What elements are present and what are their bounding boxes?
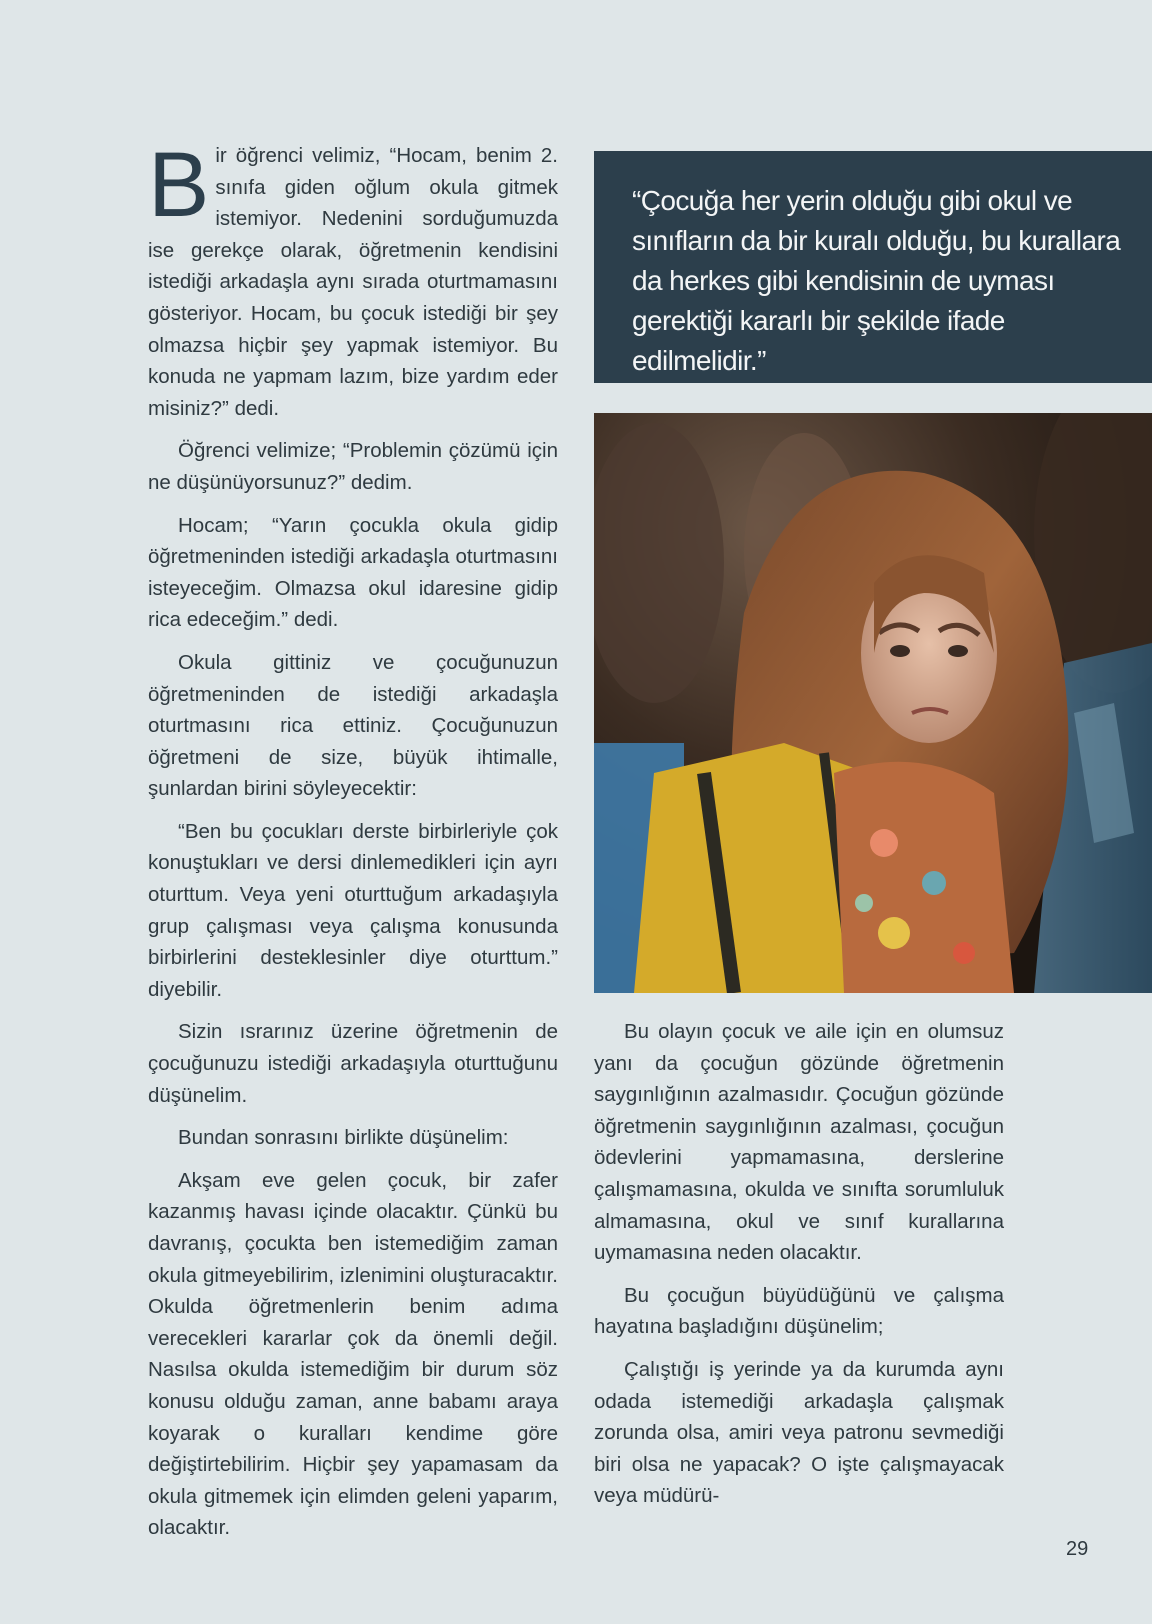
paragraph: Hocam; “Yarın çocukla okula gidip öğretmeninden istediği arkadaşla oturtmasını isteyeceğim. Olmazsa okul idaresine gidip rica edeceğim.” dedi. <box>148 513 558 632</box>
right-text-column <box>594 1016 1004 1523</box>
paragraph: Akşam eve gelen çocuk, bir zafer kazanmış havası içinde olacaktır. Çünkü bu davranış, çocukta ben istemediğim zaman okula gitmeyebilirim, izlenimini oluşturacaktır. Okulda öğretmenlerin benim adıma verecekleri kararlar çok da önemli değil. Nasılsa okulda istemediğim bir durum söz konusu olduğu zaman, anne babamı araya koyarak o kuralları kendime göre değiştirtebilirim. Hiçbir şey yapamasam da okula gitmemek için elimden geleni yaparım, olacaktır. <box>148 1168 558 1540</box>
pull-quote-text: “Çocuğa her yerin olduğu gibi okul ve sınıfların da bir kuralı olduğu, bu kurallara da herkes gibi kendisinin de uyması gerektiği kararlı bir şekilde ifade edilmelidir.” <box>632 185 1121 376</box>
page-number: 29 <box>1066 1538 1089 1560</box>
paragraph: Bu olayın çocuk ve aile için en olumsuz yanı da çocuğun gözünde öğretmenin saygınlığının azalmasıdır. Çocuğun gözünde öğretmenin saygınlığının azalması, çocuğun ödevlerini yapmamasına, derslerine çalışmamasına, okulda ve sınıfta sorumluluk almamasına, okul ve sınıf kurallarına uymamasına neden olacaktır. <box>594 1020 1004 1265</box>
photo-angry-girl-with-backpack <box>594 413 1152 993</box>
pull-quote-box <box>594 151 1152 383</box>
paragraph: “Ben bu çocukları derste birbirleriyle çok konuştukları ve dersi dinlemedikleri için ayrı oturttum. Veya yeni oturttuğum arkadaşıyla grup çalışması veya çalışma konusunda birbirlerini desteklesinler diye oturttum.” diyebilir. <box>148 819 558 1001</box>
paragraph <box>148 134 558 424</box>
paragraph: Sizin ısrarınız üzerine öğretmenin de çocuğunuzu istediği arkadaşıyla oturttuğunu düşünelim. <box>148 1020 558 1107</box>
paragraph: Bu çocuğun büyüdüğünü ve çalışma hayatına başladığını düşünelim; <box>594 1283 1004 1339</box>
paragraph: Okula gittiniz ve çocuğunuzun öğretmeninden de istediği arkadaşla oturtmasını rica ettiniz. Çocuğunuzun öğretmeni de size, büyük ihtimalle, şunlardan birini söyleyecektir: <box>148 650 558 801</box>
paragraph-text: ir öğrenci velimiz, “Hocam, benim 2. sınıfa giden oğlum okula gitmek istemiyor. Nedenini sorduğumuzda ise gerekçe olarak, öğretmenin kendisini istediği arkadaşla aynı sırada oturtmamasını gösteriyor. Hocam, bu çocuk istediği bir şey olmazsa hiçbir şey yapmak istemiyor. Bu konuda ne yapmam lazım, bize yardım eder misiniz?” dedi. <box>148 144 558 420</box>
paragraph: Bundan sonrasını birlikte düşünelim: <box>178 1126 509 1150</box>
paragraph: Öğrenci velimize; “Problemin çözümü için ne düşünüyorsunuz?” dedim. <box>148 439 558 494</box>
paragraph: Çalıştığı iş yerinde ya da kurumda aynı odada istemediği arkadaşla çalışmak zorunda olsa, amiri veya patronu sevmediği biri olsa ne yapacak? O işte çalışmayacak veya müdürü- <box>594 1357 1004 1508</box>
photo-illustration <box>594 413 1152 993</box>
left-text-column <box>148 134 558 1555</box>
drop-cap: B <box>148 134 210 236</box>
